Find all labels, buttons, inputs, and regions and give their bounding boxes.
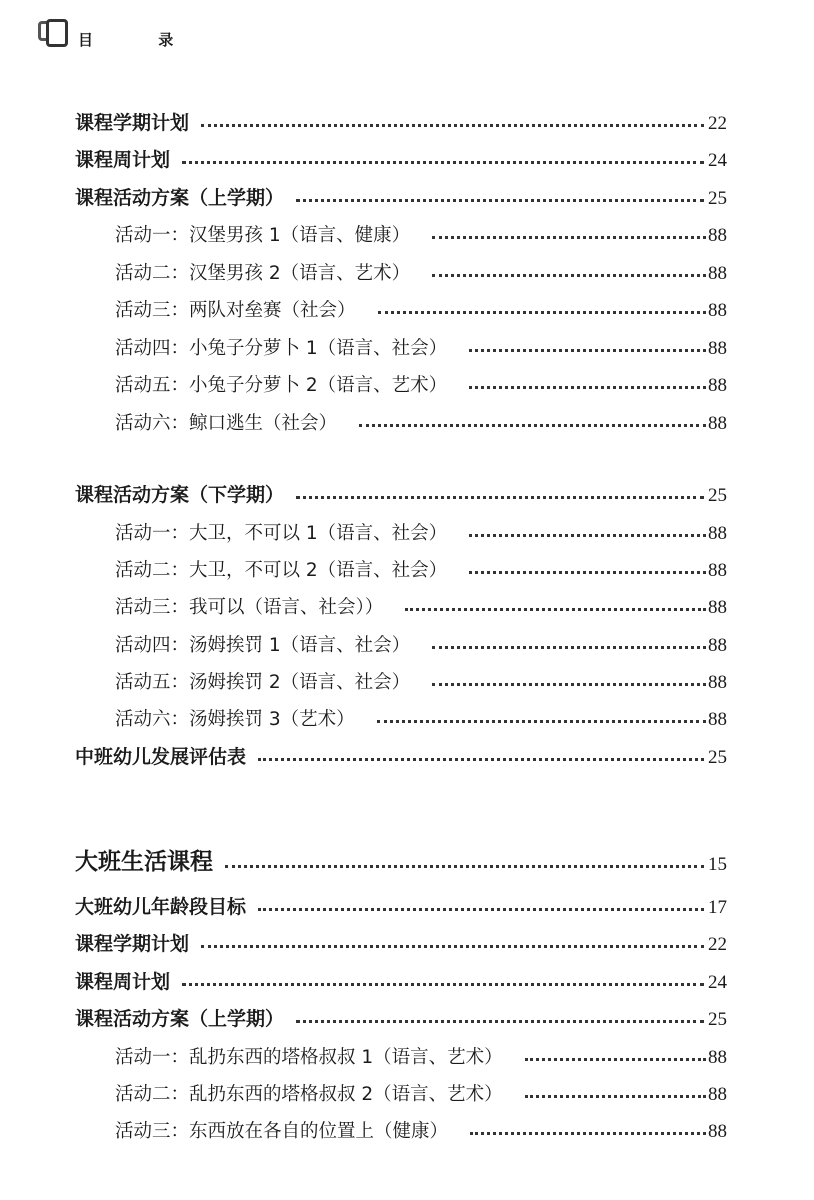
toc-entry[interactable]	[75, 180, 727, 210]
toc-sub-entry[interactable]	[115, 1039, 727, 1069]
toc-entry[interactable]	[75, 889, 727, 919]
toc-page-number: 25	[708, 485, 727, 506]
toc-entry-label: 活动一：乱扔东西的塔格叔叔 1（语言、艺术）	[115, 1047, 503, 1068]
dot-leader	[432, 236, 706, 239]
dot-leader	[201, 124, 704, 127]
toc-page-number: 25	[708, 1009, 727, 1030]
toc-page-number: 88	[708, 338, 727, 359]
dot-leader	[377, 720, 706, 723]
toc-sub-entry[interactable]	[115, 515, 727, 545]
dot-leader	[432, 683, 706, 686]
dot-leader	[182, 983, 704, 986]
dot-leader	[470, 1132, 706, 1135]
toc-entry[interactable]	[75, 477, 727, 507]
dot-leader	[359, 424, 706, 427]
toc-entry-label: 活动四：汤姆挨罚 1（语言、社会）	[115, 635, 411, 656]
toc-entry-label: 活动二：乱扔东西的塔格叔叔 2（语言、艺术）	[115, 1084, 503, 1105]
toc-sub-entry[interactable]	[115, 292, 727, 322]
dot-leader	[201, 945, 704, 948]
toc-entry-label: 课程学期计划	[75, 933, 190, 955]
toc-section-entry[interactable]	[75, 842, 727, 876]
toc-entry-label: 活动二：汉堡男孩 2（语言、艺术）	[115, 263, 411, 284]
toc-page-number: 22	[708, 934, 727, 955]
toc-sub-entry[interactable]	[115, 255, 727, 285]
toc-sub-entry[interactable]	[115, 589, 727, 619]
toc-entry-label: 中班幼儿发展评估表	[75, 746, 247, 768]
toc-entry-label: 大班生活课程	[75, 849, 213, 875]
toc-entry-label: 活动五：汤姆挨罚 2（语言、社会）	[115, 672, 411, 693]
dot-leader	[296, 199, 704, 202]
toc-sub-entry[interactable]	[115, 627, 727, 657]
toc-page-number: 25	[708, 747, 727, 768]
toc-entry-label: 活动三：我可以（语言、社会））	[115, 597, 384, 618]
toc-sub-entry[interactable]	[115, 1076, 727, 1106]
dot-leader	[405, 608, 706, 611]
toc-page-number: 88	[708, 1121, 727, 1142]
toc-page-number: 88	[708, 300, 727, 321]
toc-entry-label: 活动三：东西放在各自的位置上（健康）	[115, 1121, 449, 1142]
toc-entry-label: 课程活动方案（上学期）	[75, 187, 285, 209]
toc-entry-label: 活动五：小兔子分萝卜 2（语言、艺术）	[115, 375, 448, 396]
toc-entry-label: 活动三：两队对垒赛（社会）	[115, 300, 356, 321]
toc-page-number: 88	[708, 523, 727, 544]
toc-page-number: 24	[708, 972, 727, 993]
toc-sub-entry[interactable]	[115, 405, 727, 435]
dot-leader	[296, 1020, 704, 1023]
toc-sub-entry[interactable]	[115, 701, 727, 731]
toc-sub-entry[interactable]	[115, 330, 727, 360]
toc-entry-label: 活动一：汉堡男孩 1（语言、健康）	[115, 225, 411, 246]
toc-entry-label: 大班幼儿年龄段目标	[75, 896, 247, 918]
toc-page-number: 88	[708, 560, 727, 581]
toc-page-number: 88	[708, 375, 727, 396]
toc-page-number: 88	[708, 709, 727, 730]
toc-sub-entry[interactable]	[115, 217, 727, 247]
toc-entry[interactable]	[75, 1001, 727, 1031]
dot-leader	[525, 1095, 706, 1098]
toc-entry-label: 活动二：大卫，不可以 2（语言、社会）	[115, 560, 448, 581]
toc-entry-label: 活动四：小兔子分萝卜 1（语言、社会）	[115, 338, 448, 359]
book-icon	[38, 19, 74, 49]
toc-sub-entry[interactable]	[115, 367, 727, 397]
dot-leader	[378, 311, 706, 314]
toc-page-number: 88	[708, 597, 727, 618]
dot-leader	[225, 865, 704, 868]
page-header	[38, 18, 203, 50]
dot-leader	[258, 908, 704, 911]
toc-page-number: 88	[708, 413, 727, 434]
dot-leader	[432, 274, 706, 277]
toc-entry-label: 活动一：大卫，不可以 1（语言、社会）	[115, 523, 448, 544]
toc-entry-label: 活动六：鲸口逃生（社会）	[115, 413, 338, 434]
dot-leader	[469, 571, 706, 574]
dot-leader	[432, 646, 706, 649]
toc-page-number: 88	[708, 635, 727, 656]
toc-page-number: 17	[708, 897, 727, 918]
toc-entry[interactable]	[75, 926, 727, 956]
toc-entry-label: 课程周计划	[75, 149, 171, 171]
header-title: 目 录	[78, 30, 204, 49]
toc-entry-label: 课程活动方案（下学期）	[75, 484, 285, 506]
toc-page-number: 88	[708, 1084, 727, 1105]
toc-page-number: 22	[708, 113, 727, 134]
toc-sub-entry[interactable]	[115, 552, 727, 582]
toc-entry-label: 活动六：汤姆挨罚 3（艺术）	[115, 709, 355, 730]
dot-leader	[525, 1058, 706, 1061]
toc-page-number: 24	[708, 150, 727, 171]
dot-leader	[258, 758, 704, 761]
toc-page-number: 88	[708, 672, 727, 693]
toc-page-number: 88	[708, 263, 727, 284]
dot-leader	[469, 534, 706, 537]
toc-page-number: 15	[708, 854, 727, 875]
toc-entry-label: 课程学期计划	[75, 112, 190, 134]
toc-entry[interactable]	[75, 142, 727, 172]
dot-leader	[296, 496, 704, 499]
toc-entry[interactable]	[75, 105, 727, 135]
toc-sub-entry[interactable]	[115, 664, 727, 694]
toc-entry-label: 课程周计划	[75, 971, 171, 993]
toc-entry-label: 课程活动方案（上学期）	[75, 1008, 285, 1030]
toc-page-number: 88	[708, 225, 727, 246]
toc-page-number: 88	[708, 1047, 727, 1068]
toc-sub-entry[interactable]	[115, 1113, 727, 1143]
dot-leader	[182, 161, 704, 164]
dot-leader	[469, 349, 706, 352]
toc-entry[interactable]	[75, 964, 727, 994]
toc-entry[interactable]	[75, 739, 727, 769]
dot-leader	[469, 386, 706, 389]
toc-page-number: 25	[708, 188, 727, 209]
